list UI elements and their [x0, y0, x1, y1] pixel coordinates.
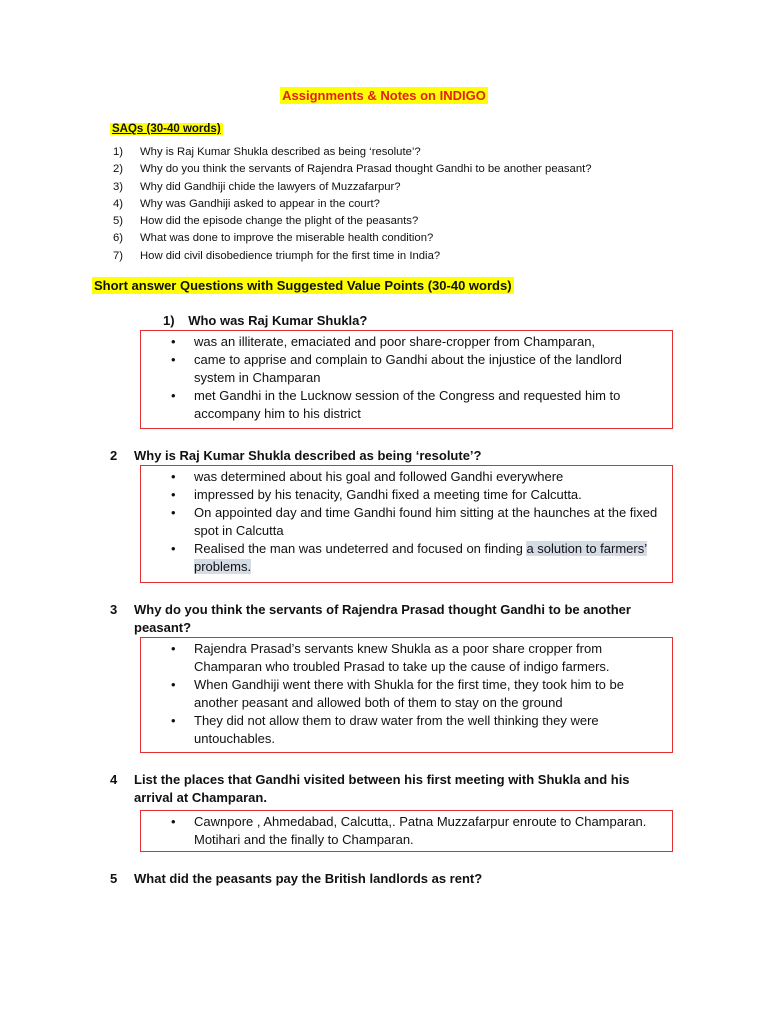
list-item: 7) How did civil disobedience triumph for the first time in India? — [113, 249, 441, 262]
list-item: 2) Why do you think the servants of Rajendra Prasad thought Gandhi to be another peasant? — [113, 163, 592, 176]
question-3: 3 Why do you think the servants of Rajendra Prasad thought Gandhi to be another peasant? — [110, 602, 631, 635]
list-item: • On appointed day and time Gandhi found him sitting at the haunches at the fixed spot in Calcutta — [141, 504, 672, 540]
list-item: • was an illiterate, emaciated and poor share-cropper from Champaran, — [141, 333, 672, 351]
list-item: • met Gandhi in the Lucknow session of the Congress and requested him to accompany him to his district — [141, 387, 672, 423]
page-title: Assignments & Notes on INDIGO — [282, 88, 486, 103]
list-item: 5) How did the episode change the plight of the peasants? — [113, 215, 419, 228]
list-item: • impressed by his tenacity, Gandhi fixed a meeting time for Calcutta. — [141, 486, 672, 504]
answer-box-3 — [140, 637, 673, 753]
list-item: 4) Why was Gandhiji asked to appear in the court? — [113, 197, 380, 210]
list-item: • Cawnpore , Ahmedabad, Calcutta,. Patna Muzzafarpur enroute to Champaran. Motihari and the finally to Champaran. — [141, 813, 672, 849]
question-2: 2 Why is Raj Kumar Shukla described as being ‘resolute’? — [110, 448, 482, 463]
list-item: • was determined about his goal and followed Gandhi everywhere — [141, 468, 672, 486]
list-item: 3) Why did Gandhiji chide the lawyers of Muzzafarpur? — [113, 180, 401, 193]
section-heading: Short answer Questions with Suggested Value Points (30-40 words) — [94, 278, 512, 293]
list-item: • came to apprise and complain to Gandhi about the injustice of the landlord system in Champaran — [141, 351, 672, 387]
list-item: • They did not allow them to draw water from the well thinking they were untouchables. — [141, 712, 672, 748]
highlighted-text: a solution to farmers’ problems. — [194, 541, 648, 574]
saq-heading: SAQs (30-40 words) — [112, 123, 221, 135]
answer-box-1 — [140, 330, 673, 429]
answer-box-4 — [140, 810, 673, 852]
list-item: 1) Why is Raj Kumar Shukla described as being ‘resolute’? — [113, 146, 421, 158]
list-item: • Realised the man was undeterred and focused on finding a solution to farmers’ problems. — [141, 540, 672, 576]
list-item: • Rajendra Prasad’s servants knew Shukla as a poor share cropper from Champaran who troubled Prasad to take up the cause of indigo farmers. — [141, 640, 672, 676]
question-5: 5 What did the peasants pay the British landlords as rent? — [110, 871, 483, 886]
question-4: 4 List the places that Gandhi visited between his first meeting with Shukla and his arrival at Champaran. — [110, 772, 630, 805]
list-item: • When Gandhiji went there with Shukla for the first time, they took him to be another peasant and allowed both of them to stay on the ground — [141, 676, 672, 712]
answer-box-2 — [140, 465, 673, 583]
question-1: 1) Who was Raj Kumar Shukla? — [163, 313, 368, 328]
saq-list — [113, 144, 592, 265]
list-item: 6) What was done to improve the miserable health condition? — [113, 232, 434, 245]
